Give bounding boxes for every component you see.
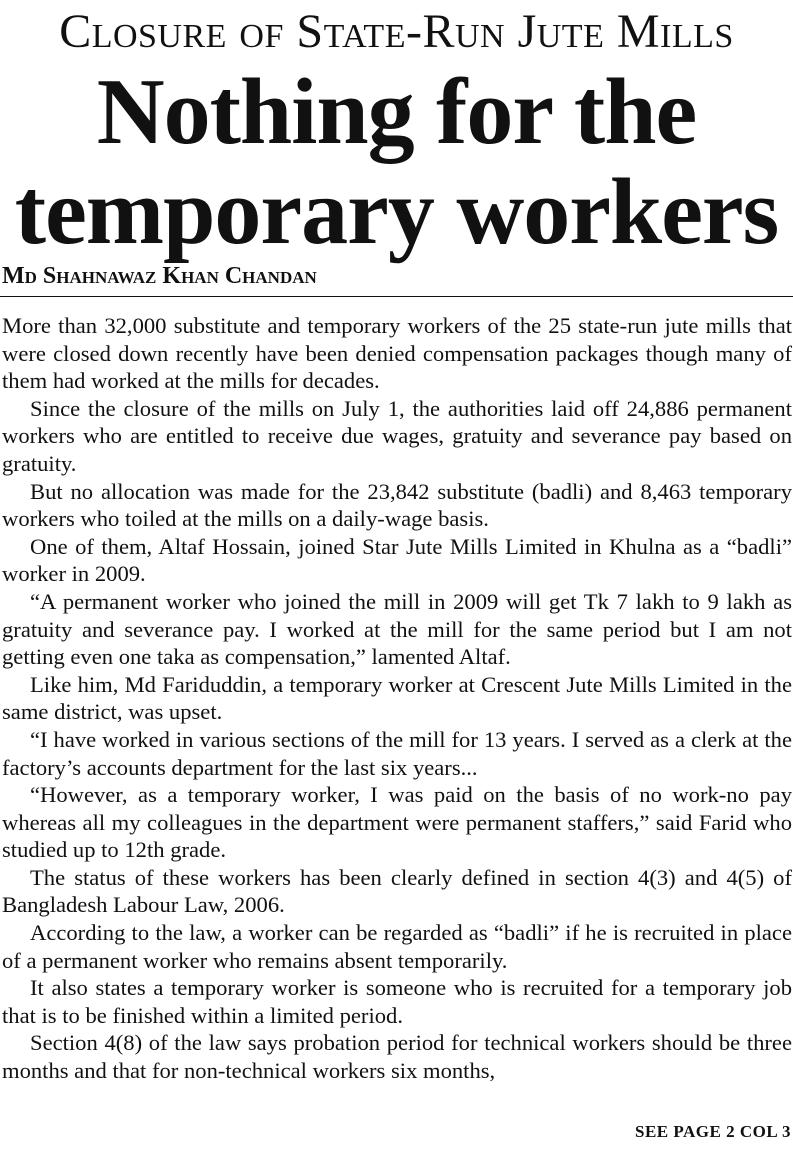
body-paragraph: One of them, Altaf Hossain, joined Star Jute Mills Limited in Khulna as a “badli” worker in 2009. [2, 533, 792, 587]
continued-on-page-link[interactable]: SEE PAGE 2 COL 3 [635, 1122, 791, 1141]
article-byline: Md Shahnawaz Khan Chandan [2, 263, 317, 289]
headline-line-2: temporary workers [14, 160, 779, 264]
article-kicker: Closure of State-Run Jute Mills [59, 5, 734, 58]
body-paragraph: “I have worked in various sections of the mill for 13 years. I served as a clerk at the factory’s accounts department for the last six years... [2, 726, 792, 780]
byline-divider [0, 296, 793, 297]
body-paragraph: “A permanent worker who joined the mill in 2009 will get Tk 7 lakh to 9 lakh as gratuity and severance pay. I worked at the mill for the same period but I am not getting even one taka as compensation,” lamented Altaf. [2, 588, 792, 670]
body-paragraph: But no allocation was made for the 23,842 substitute (badli) and 8,463 temporary workers who toiled at the mills on a daily-wage basis. [2, 478, 792, 532]
body-paragraph: The status of these workers has been clearly defined in section 4(3) and 4(5) of Bangladesh Labour Law, 2006. [2, 864, 792, 918]
headline-line-1: Nothing for the [96, 60, 697, 164]
body-paragraph: Like him, Md Fariduddin, a temporary worker at Crescent Jute Mills Limited in the same district, was upset. [2, 671, 792, 725]
body-paragraph: According to the law, a worker can be regarded as “badli” if he is recruited in place of a permanent worker who remains absent temporarily. [2, 920, 792, 973]
body-paragraph: More than 32,000 substitute and temporary workers of the 25 state-run jute mills that were closed down recently have been denied compensation packages though many of them had worked at the mills for decades. [2, 313, 792, 394]
body-paragraph: It also states a temporary worker is someone who is recruited for a temporary job that is to be finished within a limited period. [2, 975, 792, 1028]
body-paragraph: “However, as a temporary worker, I was paid on the basis of no work-no pay whereas all my colleagues in the department were permanent staffers,” said Farid who studied up to 12th grade. [2, 782, 792, 863]
article-headline [0, 62, 793, 262]
body-paragraph: Since the closure of the mills on July 1, the authorities laid off 24,886 permanent workers who are entitled to receive due wages, gratuity and severance pay based on gratuity. [2, 395, 792, 476]
body-paragraph: Section 4(8) of the law says probation period for technical workers should be three months and that for non-technical workers six months, [2, 1030, 792, 1084]
article-body [2, 312, 792, 1085]
